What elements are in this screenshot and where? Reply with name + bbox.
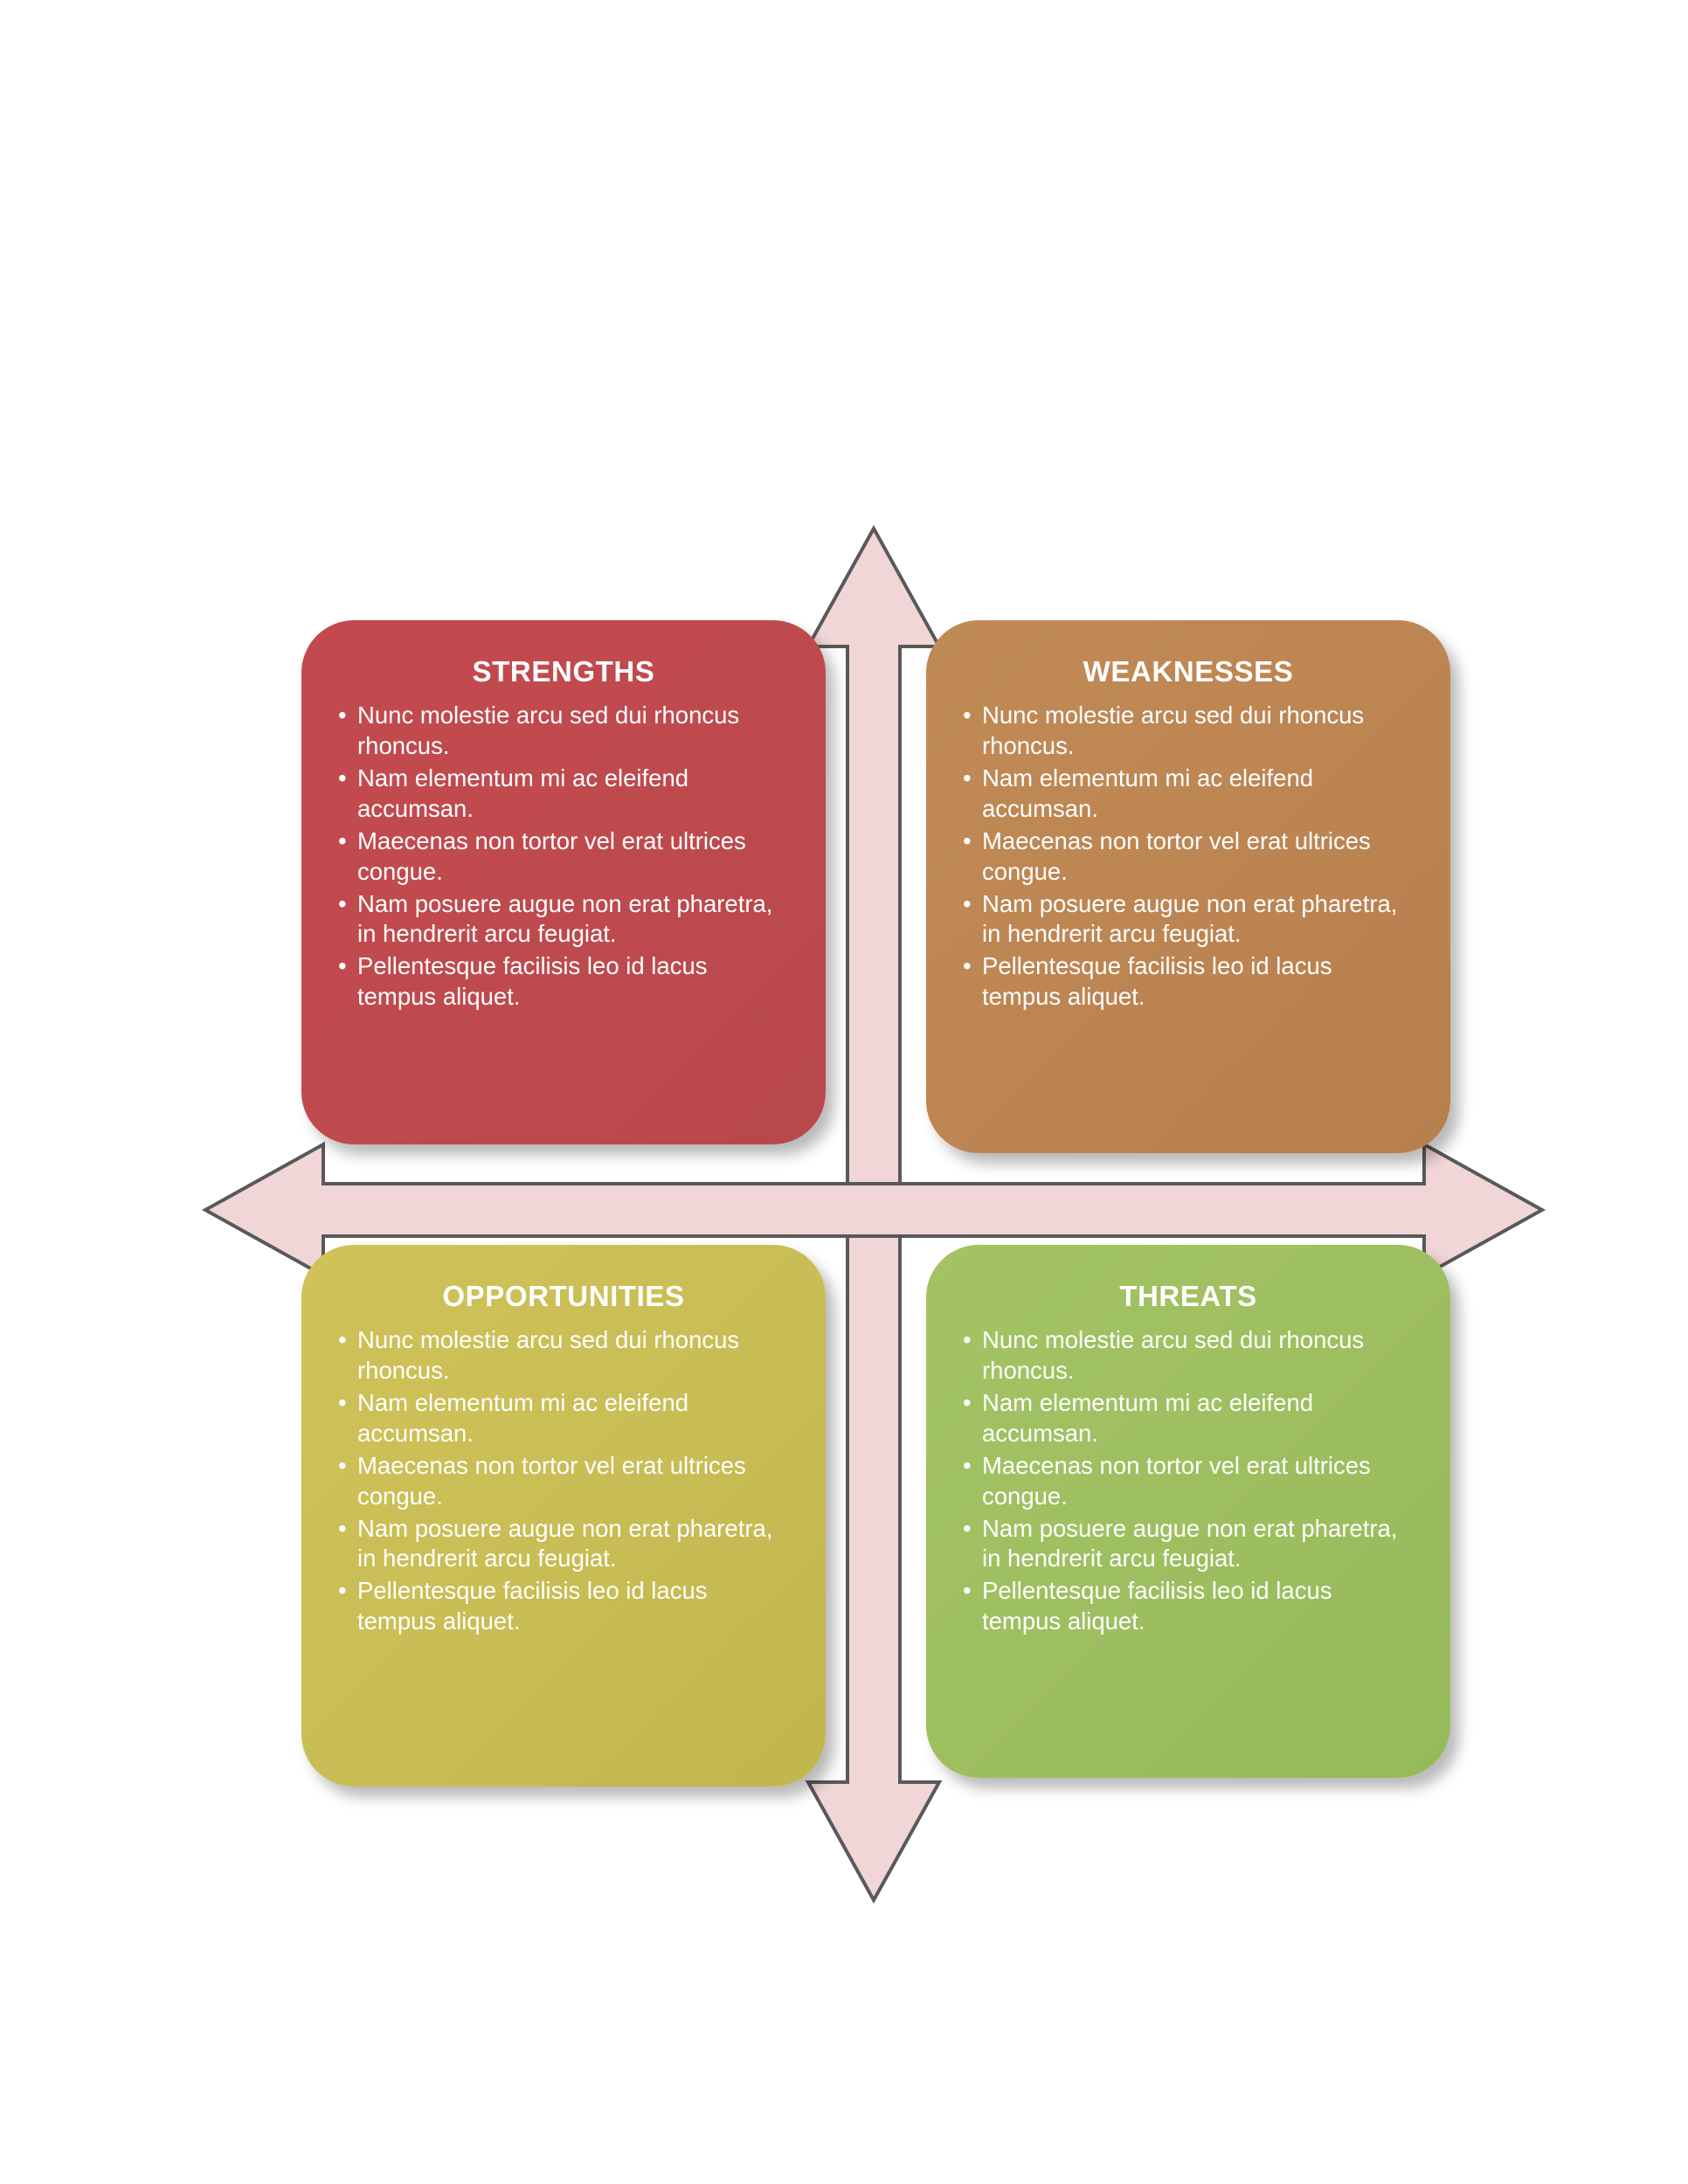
quadrant-title-opportunities: OPPORTUNITIES (442, 1280, 685, 1312)
quadrant-list-threats (959, 1325, 1417, 1637)
list-item: • Nam elementum mi ac eleifend accumsan. (335, 764, 792, 825)
list-item: • Nunc molestie arcu sed dui rhoncus rhoncus. (959, 1325, 1417, 1386)
quadrant-weaknesses[interactable] (926, 620, 1450, 1153)
list-item: • Pellentesque facilisis leo id lacus tempus aliquet. (335, 1576, 792, 1637)
quadrant-title-threats: THREATS (1119, 1280, 1257, 1312)
list-item: • Nam posuere augue non erat pharetra, in hendrerit arcu feugiat. (335, 889, 792, 950)
list-item: • Nam elementum mi ac eleifend accumsan. (335, 1388, 792, 1449)
list-item: • Maecenas non tortor vel erat ultrices congue. (959, 826, 1417, 888)
list-item: • Nam posuere augue non erat pharetra, in hendrerit arcu feugiat. (335, 1514, 792, 1575)
list-item: • Nam elementum mi ac eleifend accumsan. (959, 1388, 1417, 1449)
quadrant-threats[interactable] (926, 1245, 1450, 1778)
list-item: • Nam elementum mi ac eleifend accumsan. (959, 764, 1417, 825)
list-item: • Nam posuere augue non erat pharetra, in hendrerit arcu feugiat. (959, 889, 1417, 950)
quadrant-opportunities[interactable] (301, 1245, 826, 1787)
list-item: • Maecenas non tortor vel erat ultrices congue. (335, 1451, 792, 1512)
quadrant-list-weaknesses (959, 701, 1417, 1013)
quadrant-title-weaknesses: WEAKNESSES (1083, 655, 1294, 688)
list-item: • Maecenas non tortor vel erat ultrices congue. (959, 1451, 1417, 1512)
list-item: • Nunc molestie arcu sed dui rhoncus rhoncus. (959, 701, 1417, 762)
quadrant-title-strengths: STRENGTHS (472, 655, 655, 688)
quadrant-list-opportunities (335, 1325, 792, 1637)
list-item: • Nunc molestie arcu sed dui rhoncus rhoncus. (335, 701, 792, 762)
list-item: • Pellentesque facilisis leo id lacus tempus aliquet. (959, 1576, 1417, 1637)
quadrant-list-strengths (335, 701, 792, 1013)
list-item: • Nam posuere augue non erat pharetra, in hendrerit arcu feugiat. (959, 1514, 1417, 1575)
list-item: • Pellentesque facilisis leo id lacus tempus aliquet. (959, 951, 1417, 1013)
quadrant-strengths[interactable] (301, 620, 826, 1144)
list-item: • Maecenas non tortor vel erat ultrices congue. (335, 826, 792, 888)
list-item: • Pellentesque facilisis leo id lacus tempus aliquet. (335, 951, 792, 1013)
list-item: • Nunc molestie arcu sed dui rhoncus rhoncus. (335, 1325, 792, 1386)
